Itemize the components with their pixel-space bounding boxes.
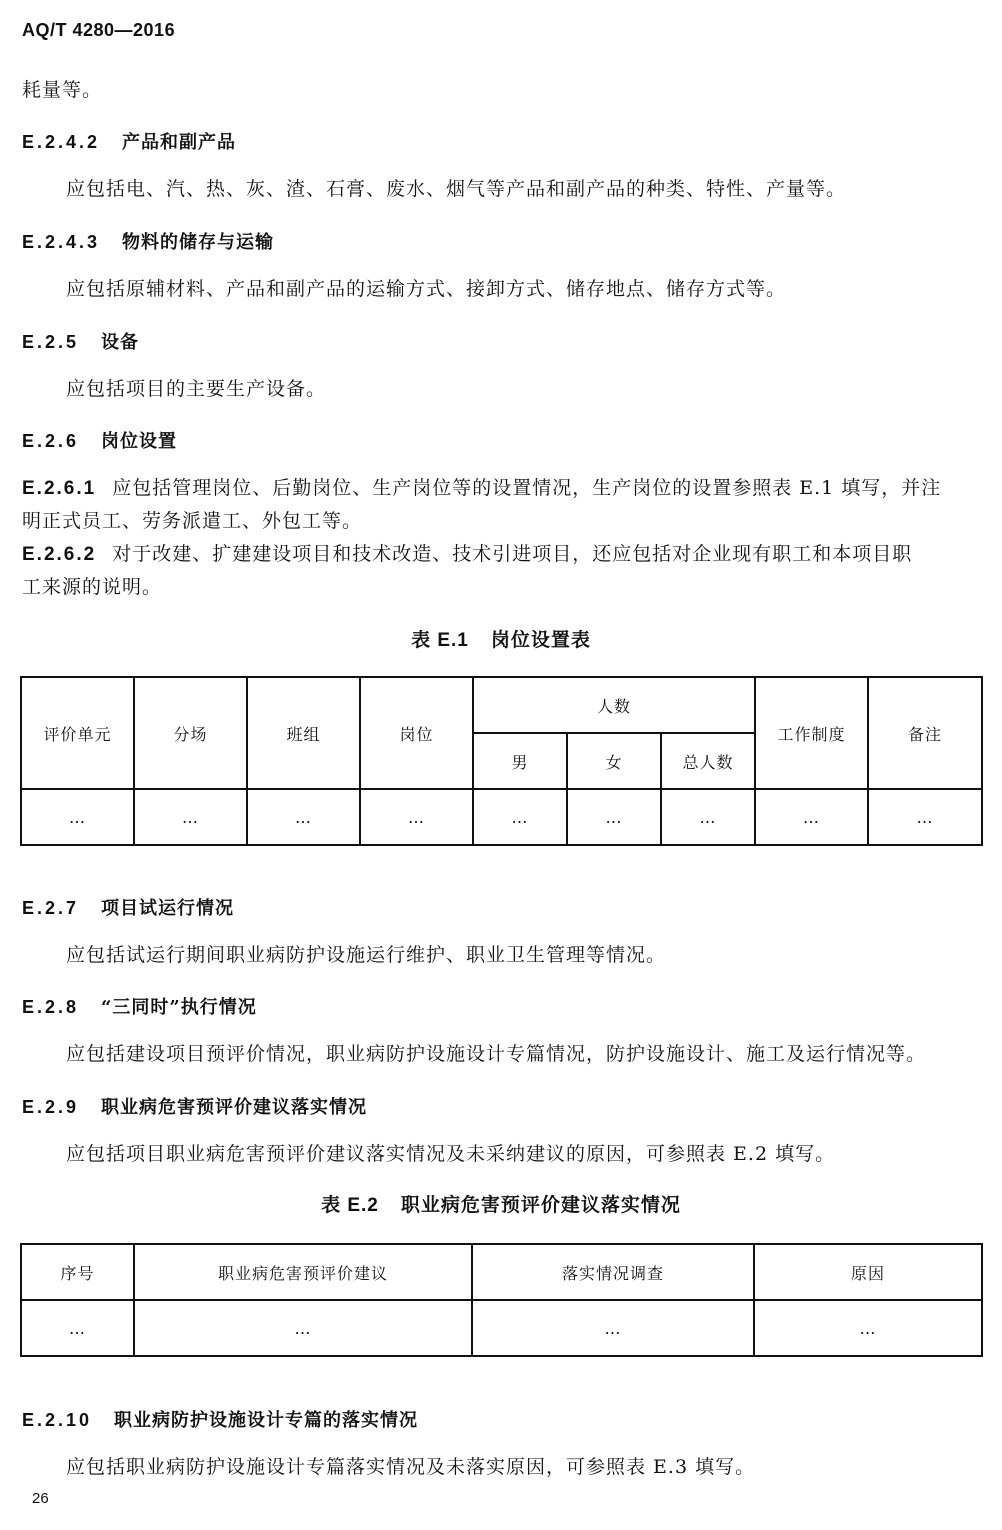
header-team: 班组 bbox=[247, 677, 360, 789]
header-total: 总人数 bbox=[661, 733, 755, 789]
table-cell: … bbox=[755, 789, 868, 845]
intro-line: 耗量等。 bbox=[22, 79, 103, 101]
heading-number: E.2.10 bbox=[22, 1410, 93, 1430]
heading-e29 bbox=[22, 1093, 367, 1119]
heading-number: E.2.4.3 bbox=[22, 232, 101, 252]
heading-title: “三同时”执行情况 bbox=[101, 997, 257, 1018]
pre-assessment-table bbox=[20, 1243, 983, 1357]
heading-title: 项目试运行情况 bbox=[101, 898, 235, 919]
clause-e262 bbox=[22, 538, 982, 604]
table-cell: … bbox=[21, 1300, 134, 1356]
clause-text-line2: 明正式员工、劳务派遣工、外包工等。 bbox=[22, 510, 363, 532]
clause-number: E.2.6.1 bbox=[22, 478, 97, 499]
page-number: 26 bbox=[32, 1490, 49, 1507]
header-schedule: 工作制度 bbox=[755, 677, 868, 789]
heading-e243 bbox=[22, 228, 274, 254]
standard-code: AQ/T 4280—2016 bbox=[22, 20, 176, 40]
post-setup-table bbox=[20, 676, 983, 846]
table-row bbox=[21, 1300, 982, 1356]
para-e243: 应包括原辅材料、产品和副产品的运输方式、接卸方式、储存地点、储存方式等。 bbox=[66, 278, 787, 300]
header-status: 落实情况调查 bbox=[472, 1244, 754, 1300]
table-cell: … bbox=[360, 789, 473, 845]
caption-title: 职业病危害预评价建议落实情况 bbox=[400, 1194, 681, 1216]
caption-number: 表 E.1 bbox=[411, 630, 469, 651]
heading-number: E.2.4.2 bbox=[22, 132, 101, 152]
header-branch: 分场 bbox=[134, 677, 247, 789]
table-cell: … bbox=[472, 1300, 754, 1356]
heading-number: E.2.7 bbox=[22, 898, 80, 918]
table1-caption bbox=[0, 625, 1002, 652]
caption-title: 岗位设置表 bbox=[490, 629, 591, 651]
header-unit: 评价单元 bbox=[21, 677, 134, 789]
heading-title: 职业病防护设施设计专篇的落实情况 bbox=[114, 1410, 419, 1431]
heading-title: 职业病危害预评价建议落实情况 bbox=[101, 1097, 368, 1118]
header-seq: 序号 bbox=[21, 1244, 134, 1300]
header-reason: 原因 bbox=[754, 1244, 982, 1300]
table-cell: … bbox=[661, 789, 755, 845]
header-post: 岗位 bbox=[360, 677, 473, 789]
heading-e25 bbox=[22, 328, 139, 354]
table-cell: … bbox=[247, 789, 360, 845]
heading-e28 bbox=[22, 993, 257, 1019]
table-cell: … bbox=[868, 789, 982, 845]
heading-number: E.2.6 bbox=[22, 431, 80, 451]
header-remark: 备注 bbox=[868, 677, 982, 789]
table-cell: … bbox=[134, 789, 247, 845]
heading-number: E.2.5 bbox=[22, 332, 80, 352]
clause-text-line1: 应包括管理岗位、后勤岗位、生产岗位等的设置情况，生产岗位的设置参照表 E.1 填写，并注 bbox=[112, 477, 942, 499]
para-e28: 应包括建设项目预评价情况，职业病防护设施设计专篇情况，防护设施设计、施工及运行情况等。 bbox=[66, 1043, 927, 1065]
heading-title: 产品和副产品 bbox=[122, 132, 237, 153]
heading-number: E.2.8 bbox=[22, 997, 80, 1017]
heading-e26 bbox=[22, 427, 177, 453]
heading-e242 bbox=[22, 128, 236, 154]
clause-e261 bbox=[22, 472, 982, 538]
clause-text-line1: 对于改建、扩建建设项目和技术改造、技术引进项目，还应包括对企业现有职工和本项目职 bbox=[112, 543, 913, 565]
table-row bbox=[21, 789, 982, 845]
para-e29: 应包括项目职业病危害预评价建议落实情况及未采纳建议的原因，可参照表 E.2 填写。 bbox=[66, 1143, 836, 1165]
table-cell: … bbox=[754, 1300, 982, 1356]
heading-title: 岗位设置 bbox=[101, 431, 178, 452]
caption-number: 表 E.2 bbox=[321, 1195, 379, 1216]
para-e27: 应包括试运行期间职业病防护设施运行维护、职业卫生管理等情况。 bbox=[66, 944, 667, 966]
para-e25: 应包括项目的主要生产设备。 bbox=[66, 378, 327, 400]
clause-number: E.2.6.2 bbox=[22, 544, 97, 565]
heading-e210 bbox=[22, 1406, 418, 1432]
heading-title: 物料的储存与运输 bbox=[122, 232, 275, 253]
clause-text-line2: 工来源的说明。 bbox=[22, 576, 163, 598]
header-male: 男 bbox=[473, 733, 567, 789]
header-people: 人数 bbox=[473, 677, 755, 733]
header-female: 女 bbox=[567, 733, 661, 789]
heading-title: 设备 bbox=[101, 332, 140, 353]
table2-caption bbox=[0, 1190, 1002, 1217]
table-cell: … bbox=[21, 789, 134, 845]
table-cell: … bbox=[134, 1300, 472, 1356]
table-cell: … bbox=[567, 789, 661, 845]
heading-number: E.2.9 bbox=[22, 1097, 80, 1117]
heading-e27 bbox=[22, 894, 234, 920]
table-cell: … bbox=[473, 789, 567, 845]
para-e242: 应包括电、汽、热、灰、渣、石膏、废水、烟气等产品和副产品的种类、特性、产量等。 bbox=[66, 178, 847, 200]
header-suggestion: 职业病危害预评价建议 bbox=[134, 1244, 472, 1300]
para-e210: 应包括职业病防护设施设计专篇落实情况及未落实原因，可参照表 E.3 填写。 bbox=[66, 1456, 756, 1478]
